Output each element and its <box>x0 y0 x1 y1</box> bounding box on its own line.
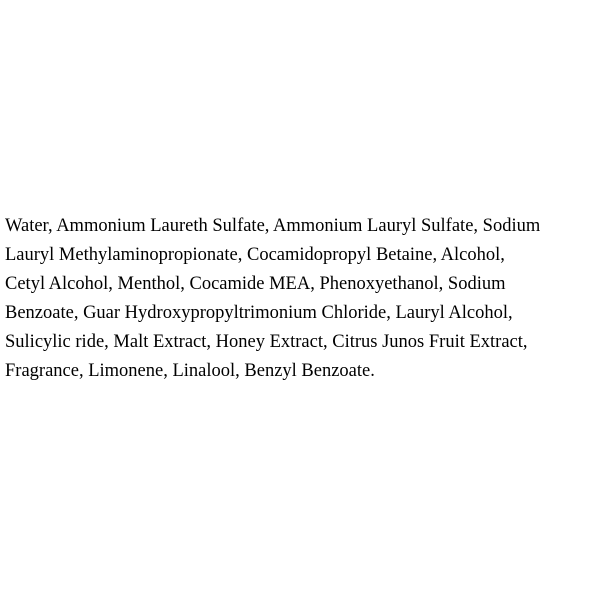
ingredients-line-3: Cetyl Alcohol, Menthol, Cocamide MEA, Phenoxyethanol, Sodium <box>5 274 506 294</box>
ingredients-line-1: Water, Ammonium Laureth Sulfate, Ammonium Lauryl Sulfate, Sodium <box>5 216 541 236</box>
ingredients-line-6: Fragrance, Limonene, Linalool, Benzyl Benzoate. <box>5 361 375 381</box>
ingredients-line-2: Lauryl Methylaminopropionate, Cocamidopropyl Betaine, Alcohol, <box>5 245 505 265</box>
ingredients-line-4: Benzoate, Guar Hydroxypropyltrimonium Chloride, Lauryl Alcohol, <box>5 303 513 323</box>
ingredients-list <box>5 212 595 386</box>
ingredients-line-5: Sulicylic ride, Malt Extract, Honey Extract, Citrus Junos Fruit Extract, <box>5 332 528 352</box>
